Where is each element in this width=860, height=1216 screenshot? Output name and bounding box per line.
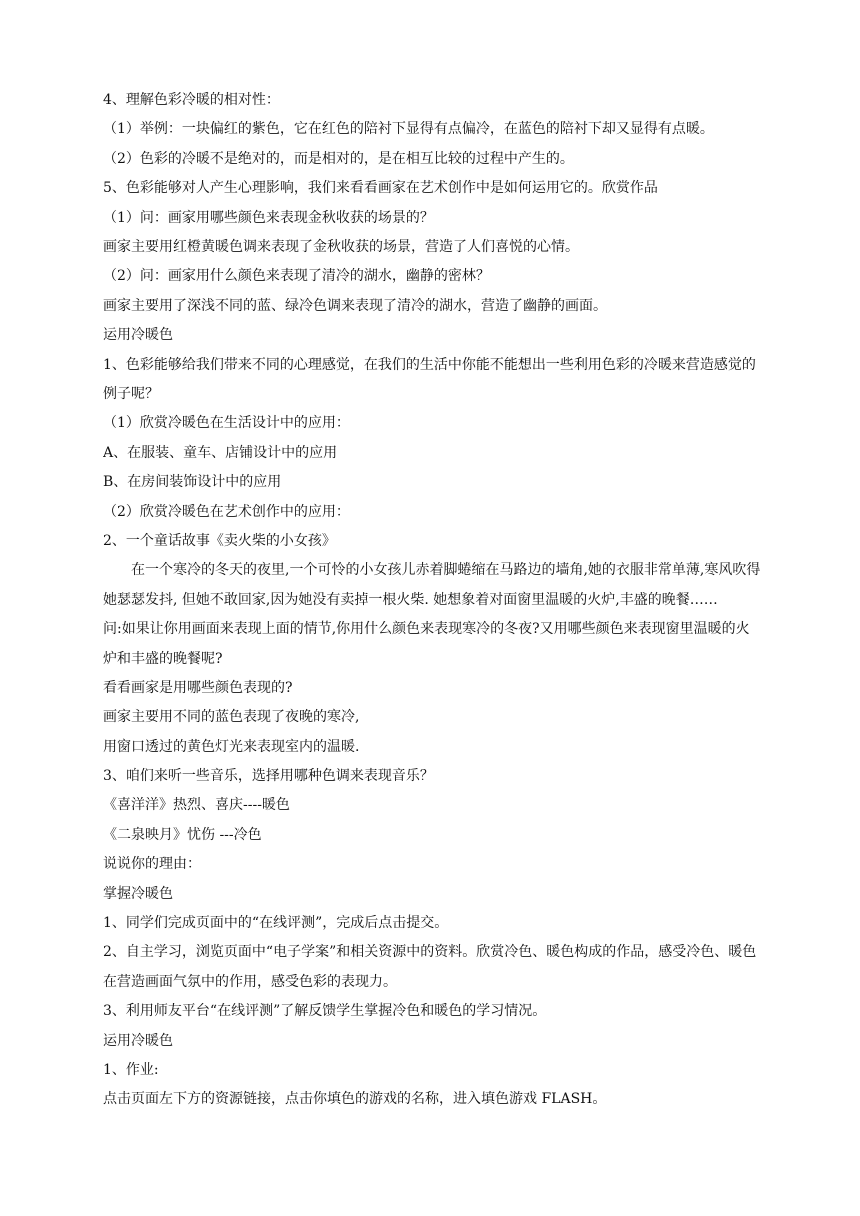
text-line: 3、咱们来听一些音乐，选择用哪种色调来表现音乐？ bbox=[103, 768, 434, 785]
text-line: 3、利用师友平台“在线评测”了解反馈学生掌握冷色和暖色的学习情况。 bbox=[103, 1003, 547, 1020]
text-line: （1）欣赏冷暖色在生活设计中的应用： bbox=[103, 415, 350, 432]
text-line: 5、色彩能够对人产生心理影响，我们来看看画家在艺术创作中是如何运用它的。欣赏作品 bbox=[103, 180, 658, 197]
text-line: 运用冷暖色 bbox=[103, 1032, 173, 1049]
text-line: （2）色彩的冷暖不是绝对的，而是相对的，是在相互比较的过程中产生的。 bbox=[103, 150, 574, 167]
text-line: 2、自主学习，浏览页面中“电子学案”和相关资源中的资料。欣赏冷色、暖色构成的作品，感受冷色、暖色在营造画面气氛中的作用，感受色彩的表现力。 bbox=[103, 944, 757, 990]
text-line: 在一个寒冷的冬天的夜里,一个可怜的小女孩儿赤着脚蜷缩在马路边的墙角,她的衣服非常单薄,寒风吹得她瑟瑟发抖, 但她不敢回家,因为她没有卖掉一根火柴. 她想象着对面窗里温暖的火炉,丰盛的晚餐…… bbox=[103, 562, 761, 608]
document-body bbox=[103, 86, 763, 1115]
text-line: 2、一个童话故事《卖火柴的小女孩》 bbox=[103, 532, 336, 549]
text-line: 掌握冷暖色 bbox=[103, 885, 173, 902]
text-line: 问:如果让你用画面来表现上面的情节,你用什么颜色来表现寒冷的冬夜?又用哪些颜色来表现窗里温暖的火炉和丰盛的晚餐呢? bbox=[103, 621, 750, 667]
text-line: 1、色彩能够给我们带来不同的心理感觉，在我们的生活中你能不能想出一些利用色彩的冷暖来营造感觉的例子呢？ bbox=[103, 356, 756, 402]
text-line: 4、理解色彩冷暖的相对性： bbox=[103, 92, 280, 108]
text-line: B、在房间装饰设计中的应用 bbox=[103, 474, 282, 491]
text-line: 《二泉映月》忧伤 ---冷色 bbox=[103, 826, 262, 843]
text-line: 画家主要用红橙黄暖色调来表现了金秋收获的场景，营造了人们喜悦的心情。 bbox=[103, 238, 579, 255]
text-line: 说说你的理由： bbox=[103, 856, 201, 873]
text-line: 1、作业: bbox=[103, 1062, 159, 1079]
text-line: （2）问：画家用什么颜色来表现了清冷的湖水，幽静的密林？ bbox=[103, 268, 490, 285]
text-line: 用窗口透过的黄色灯光来表现室内的温暖. bbox=[103, 738, 360, 755]
text-line: （1）问：画家用哪些颜色来表现金秋收获的场景的？ bbox=[103, 209, 434, 226]
text-line: 画家主要用不同的蓝色表现了夜晚的寒冷, bbox=[103, 709, 360, 726]
text-line: A、在服装、童车、店铺设计中的应用 bbox=[103, 444, 338, 461]
text-line: 点击页面左下方的资源链接，点击你填色的游戏的名称，进入填色游戏 FLASH。 bbox=[103, 1091, 607, 1108]
text-line: 画家主要用了深浅不同的蓝、绿冷色调来表现了清冷的湖水，营造了幽静的画面。 bbox=[103, 297, 607, 314]
text-line: 看看画家是用哪些颜色表现的? bbox=[103, 679, 293, 696]
text-line: （1）举例：一块偏红的紫色，它在红色的陪衬下显得有点偏冷，在蓝色的陪衬下却又显得有点暖。 bbox=[103, 121, 714, 138]
text-line: 《喜洋洋》热烈、喜庆----暖色 bbox=[103, 797, 290, 814]
text-line: （2）欣赏冷暖色在艺术创作中的应用： bbox=[103, 503, 350, 520]
text-line: 运用冷暖色 bbox=[103, 327, 173, 344]
text-line: 1、同学们完成页面中的“在线评测”，完成后点击提交。 bbox=[103, 915, 449, 932]
